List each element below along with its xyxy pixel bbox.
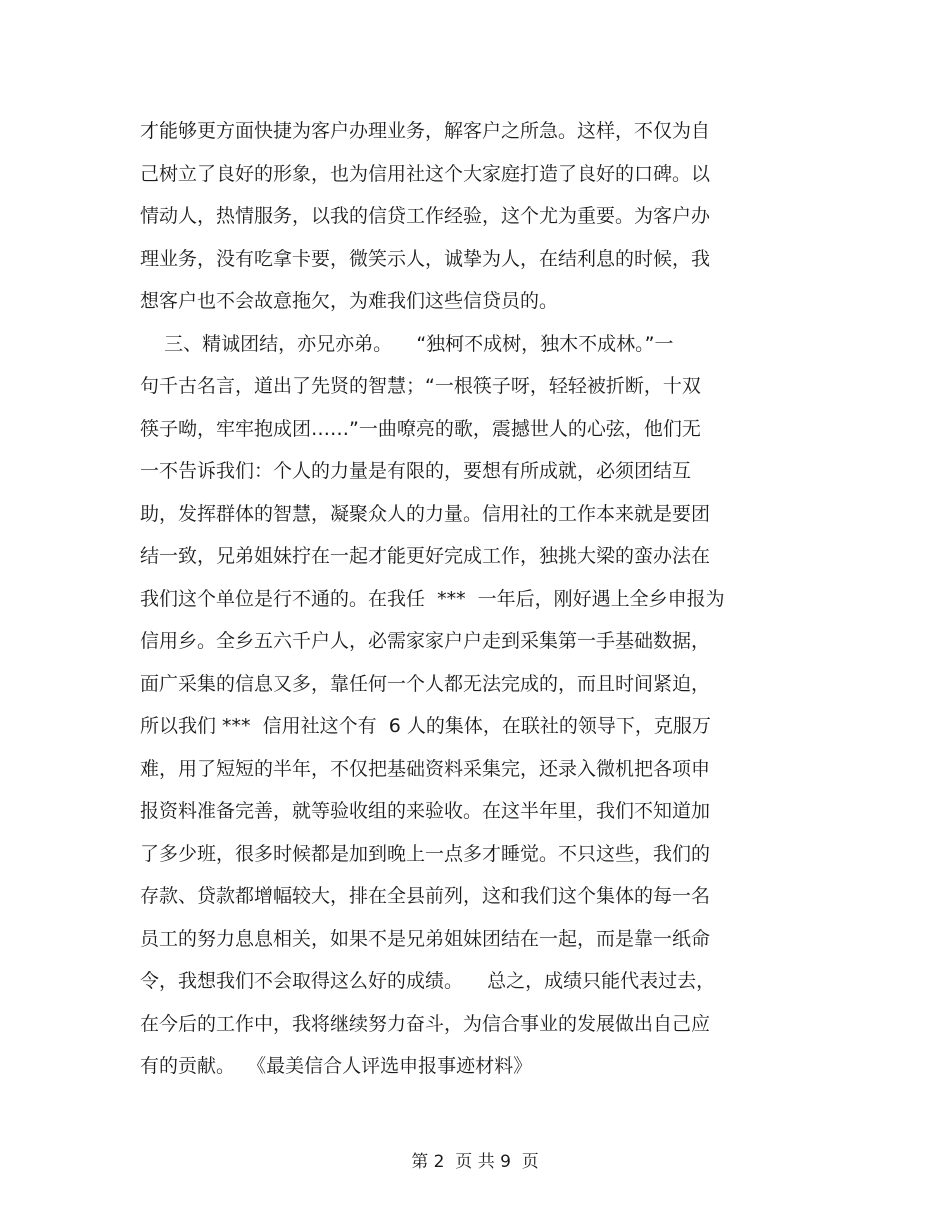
text-line: 在今后的工作中，我将继续努力奋斗，为信合事业的发展做出自己应 (140, 1012, 711, 1035)
text-line: 结一致，兄弟姐妹拧在一起才能更好完成工作，独挑大梁的蛮办法在 (140, 545, 711, 567)
text-line: 令，我想我们不会取得这么好的成绩。 总之，成绩只能代表过去， (140, 970, 716, 992)
text-line: 存款、贷款都增幅较大，排在全县前列，这和我们这个集体的每一名 (140, 885, 711, 907)
text-line: 所以我们 *** 信用社这个有 6 人的集体，在联社的领导下，克服万 (140, 715, 711, 737)
text-line: 报资料准备完善，就等验收组的来验收。在这半年里，我们不知道加 (140, 800, 711, 822)
text-line: 才能够更方面快捷为客户办理业务，解客户之所急。这样，不仅为自 (140, 120, 711, 142)
text-line: 己树立了良好的形象，也为信用社这个大家庭打造了良好的口碑。以 (140, 162, 711, 185)
text-line: 员工的努力息息相关，如果不是兄弟姐妹团结在一起，而是靠一纸命 (140, 927, 711, 950)
document-body (140, 110, 800, 1088)
text-line: 信用乡。全乡五六千户人，必需家家户户走到采集第一手基础数据， (140, 630, 711, 652)
text-line: 了多少班，很多时候都是加到晚上一点多才睡觉。不只这些，我们的 (140, 842, 711, 865)
text-line: 筷子呦，牢牢抱成团……”一曲嘹亮的歌，震撼世人的心弦，他们无 (140, 417, 701, 440)
page-number-footer: 第 2 页 共 9 页 (411, 1152, 539, 1172)
text-line: 面广采集的信息又多，靠任何一个人都无法完成的，而且时间紧迫， (140, 672, 711, 695)
text-line: 我们这个单位是行不通的。在我任 *** 一年后，刚好遇上全乡申报为 (140, 587, 725, 610)
text-line: 一不告诉我们：个人的力量是有限的，要想有所成就，必须团结互 (140, 460, 692, 482)
text-line: 句千古名言，道出了先贤的智慧；“一根筷子呀，轻轻被折断，十双 (140, 375, 701, 397)
text-line: 想客户也不会故意拖欠，为难我们这些信贷员的。 (140, 290, 559, 312)
text-line: 有的贡献。 《最美信合人评选申报事迹材料》 (140, 1055, 533, 1077)
text-line: 助，发挥群体的智慧，凝聚众人的力量。信用社的工作本来就是要团 (140, 502, 711, 525)
text-line: 三、精诚团结，亦兄亦弟。 “独柯不成树，独木不成林。”一 (140, 332, 674, 355)
text-line: 理业务，没有吃拿卡要，微笑示人，诚挚为人，在结利息的时候，我 (140, 247, 711, 270)
text-line: 情动人，热情服务，以我的信贷工作经验，这个尤为重要。为客户办 (140, 205, 711, 227)
text-line: 难，用了短短的半年，不仅把基础资料采集完，还录入微机把各项申 (140, 757, 711, 780)
